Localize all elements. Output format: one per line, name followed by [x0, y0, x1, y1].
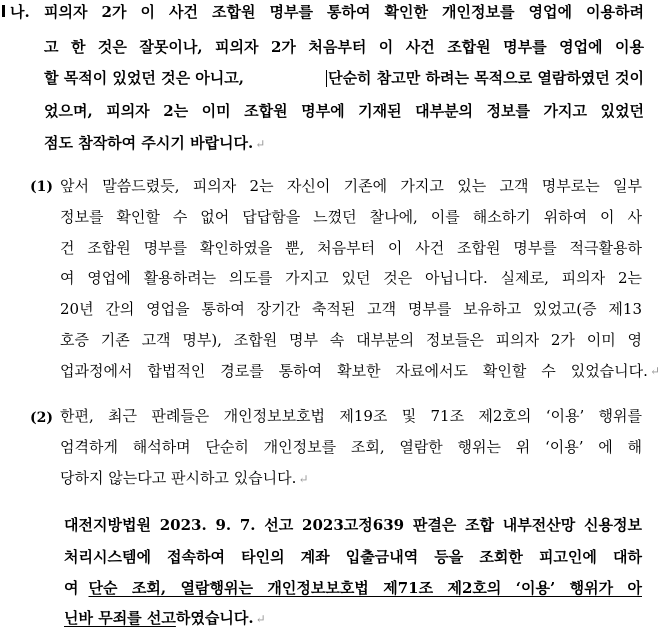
case-quote-line-4-suffix: 하였습니다.	[175, 609, 254, 627]
item-2-marker: (2)	[30, 410, 53, 426]
section-na-line-5	[44, 133, 265, 154]
item-1-line-7	[60, 361, 660, 381]
section-na-line-3-part-a: 할 목적이 있었던 것은 아니고,	[44, 69, 244, 87]
item-1-line-5: 20년 간의 영업을 통하여 장기간 축적된 고객 명부를 보유하고 있었고(증 제13	[60, 300, 642, 318]
item-1-marker: (1)	[30, 179, 53, 195]
paragraph-mark-icon: ↵	[298, 472, 309, 486]
item-1-line-1: 앞서 말씀드렸듯, 피의자 2는 자신이 기존에 가지고 있는 고객 명부로는 일부	[60, 177, 642, 195]
bullet-mark	[2, 5, 5, 17]
item-1-line-3: 건 조합원 명부를 확인하였을 뿐, 처음부터 이 사건 조합원 명부를 적극활용하	[60, 239, 642, 257]
item-2-line-3-text: 당하지 않는다고 판시하고 있습니다.	[60, 469, 297, 487]
section-na-line-4: 었으며, 피의자 2는 이미 조합원 명부에 기재된 대부분의 정보를 가지고 있었던	[44, 102, 644, 120]
text-cursor	[326, 70, 327, 87]
section-label: 나.	[10, 3, 30, 21]
item-1-line-6: 호증 기존 고객 명부), 조합원 명부 속 대부분의 정보들은 피의자 2가 이미 영	[60, 331, 642, 349]
case-quote-verdict-underlined: 닌바 무죄를 선고	[64, 609, 176, 627]
paragraph-mark-icon: ↵	[255, 612, 266, 626]
item-2-line-3	[60, 468, 309, 489]
case-quote-line-3-prefix: 여	[64, 579, 79, 597]
case-quote-holding-underlined: 단순 조회, 열람행위는 개인정보보호법 제71조 제2호의 ‘이용’ 행위가 아	[88, 579, 642, 597]
item-1-line-2: 정보를 확인할 수 없어 답답함을 느꼈던 찰나에, 이를 해소하기 위하여 이 사	[60, 208, 642, 226]
section-na-line-5-text: 점도 참작하여 주시기 바랍니다.	[44, 134, 254, 152]
case-quote-line-3	[64, 578, 642, 598]
item-2-line-2: 엄격하게 해석하며 단순히 개인정보를 조회, 열람한 행위는 위 ‘이용’ 에 해	[60, 438, 642, 456]
section-na-line-2: 고 한 것은 잘못이나, 피의자 2가 처음부터 이 사건 조합원 명부를 영업에 이용	[44, 38, 644, 56]
item-2-line-1: 한편, 최근 판례들은 개인정보보호법 제19조 및 71조 제2호의 ‘이용’ 행위를	[60, 407, 642, 425]
section-na-line-3-part-b: 단순히 참고만 하려는 목적으로 열람하였던 것이	[328, 69, 644, 87]
paragraph-mark-icon: ↵	[649, 364, 660, 378]
paragraph-mark-icon: ↵	[255, 137, 266, 151]
item-1-line-7-text: 업과정에서 합법적인 경로를 통하여 확보한 자료에서도 확인할 수 있었습니다.	[60, 362, 648, 380]
item-1-line-4: 여 영업에 활용하려는 의도를 가지고 있던 것은 아닙니다. 실제로, 피의자 2는	[60, 269, 642, 287]
case-quote-line-4	[64, 608, 266, 629]
section-na-line-1: 피의자 2가 이 사건 조합원 명부를 통하여 확인한 개인정보를 영업에 이용하려	[44, 3, 644, 21]
section-na-line-3	[44, 68, 644, 88]
case-quote-line-1: 대전지방법원 2023. 9. 7. 선고 2023고정639 판결은 조합 내부전산망 신용정보	[64, 516, 642, 534]
case-quote-line-2: 처리시스템에 접속하여 타인의 계좌 입출금내역 등을 조회한 피고인에 대하	[64, 548, 642, 566]
